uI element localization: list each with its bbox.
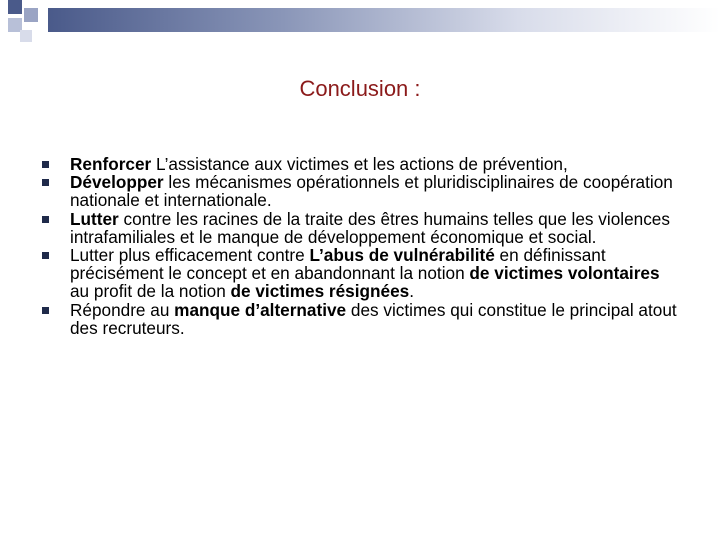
bullet-text: en définissant précisément le concept et en abandonnant la notion [70, 245, 606, 284]
slide-title [0, 76, 720, 102]
bullet-text: les mécanismes opérationnels et pluridisciplinaires de coopération nationale et internationale. [70, 172, 673, 211]
bullet-text: Répondre au [70, 299, 175, 320]
bullet-text: . [409, 281, 414, 302]
bullet-text-bold: manque d’alternative [174, 299, 347, 320]
bullet-item [40, 210, 680, 246]
bullet-item [40, 301, 680, 337]
bullet-text-bold: de victimes résignées [230, 281, 410, 302]
bullet-text: contre les racines de la traite des êtres humains telles que les violences intrafamiliales et le manque de développement économique et social. [70, 208, 670, 247]
bullet-item [40, 173, 680, 209]
header-band [48, 8, 720, 32]
bullet-item [40, 246, 680, 301]
decorative-square [8, 0, 22, 14]
bullet-text-bold: L’abus de vulnérabilité [309, 245, 495, 266]
decorative-square [20, 30, 32, 42]
square-bullet-icon [42, 307, 49, 314]
bullet-text-bold: Lutter [70, 208, 119, 229]
bullet-text-bold: de victimes volontaires [469, 263, 660, 284]
square-bullet-icon [42, 252, 49, 259]
bullet-text-bold: Développer [70, 172, 164, 193]
bullet-text: L’assistance aux victimes et les actions de prévention, [151, 154, 568, 174]
decorative-square [24, 8, 38, 22]
bullet-text: des victimes qui constitue le principal atout des recruteurs. [70, 299, 677, 338]
bullet-item [40, 155, 680, 173]
slide-title-text: Conclusion : [299, 76, 421, 101]
square-bullet-icon [42, 216, 49, 223]
square-bullet-icon [42, 161, 49, 168]
bullet-text: Lutter plus efficacement contre [70, 245, 310, 266]
bullet-text-bold: Renforcer [70, 154, 152, 174]
bullet-list [40, 155, 680, 337]
square-bullet-icon [42, 179, 49, 186]
bullet-text: au profit de la notion [70, 281, 231, 302]
